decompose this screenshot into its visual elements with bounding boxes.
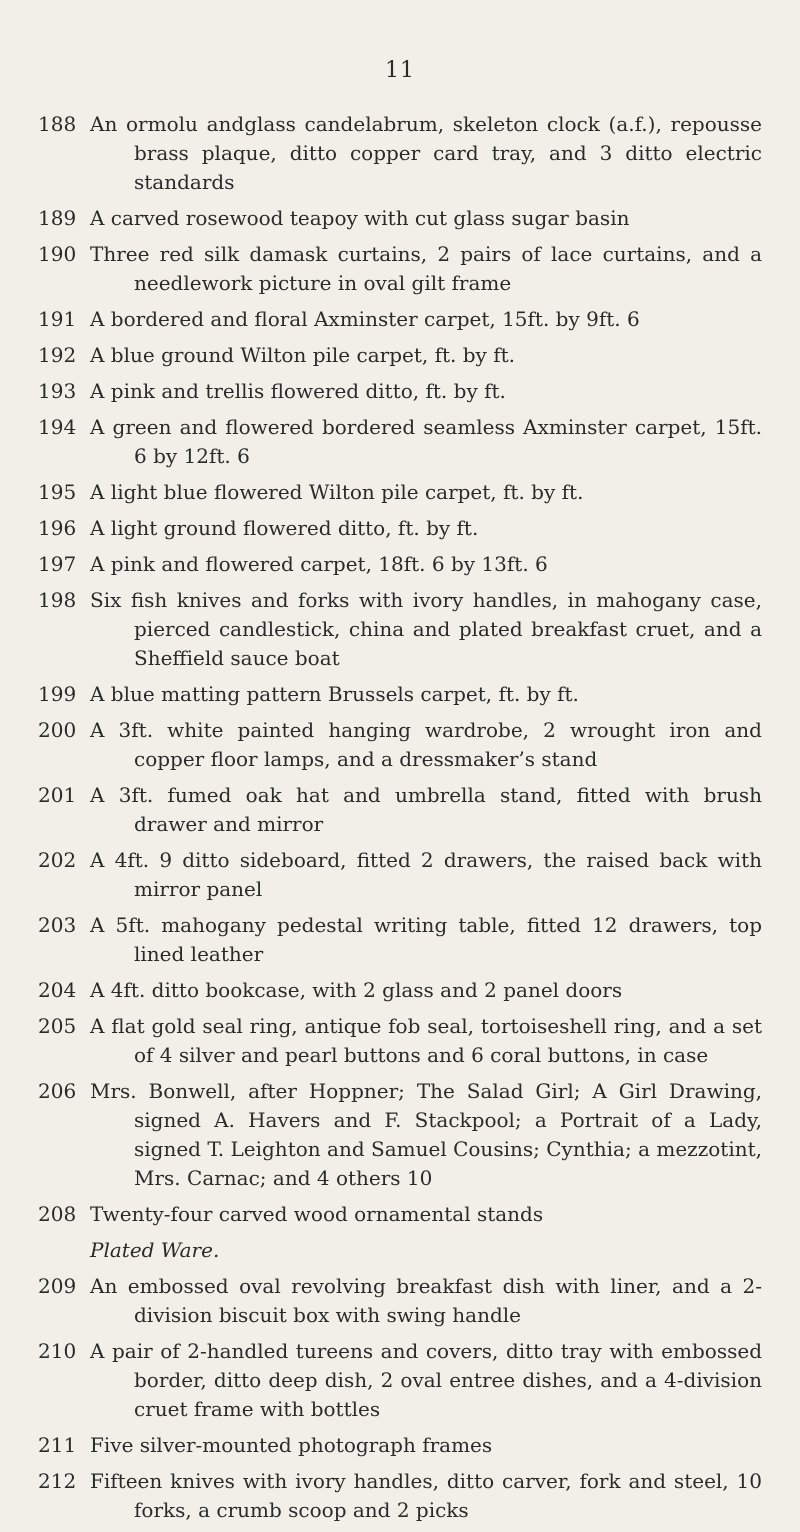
lot-item [0,716,800,774]
lot-number: 210 [38,1339,77,1363]
lot-number: 189 [38,206,77,230]
lot-number: 195 [38,480,77,504]
lot-number: 203 [38,913,77,937]
lot-description: Fifteen knives with ivory handles, ditto carver, fork and steel, 10 forks, a crumb scoop and 2 picks [90,1469,762,1522]
lot-item [0,240,800,298]
lot-number: 197 [38,552,77,576]
lot-description: A pair of 2-handled tureens and covers, ditto tray with embossed border, ditto deep dish, 2 oval entree dishes, and a 4-division cruet frame with bottles [90,1339,762,1421]
lot-description: Mrs. Bonwell, after Hoppner; The Salad Girl; A Girl Drawing, signed A. Havers and F. Stackpool; a Portrait of a Lady, signed T. Leighton and Samuel Cousins; Cynthia; a mezzotint, Mrs. Carnac; and 4 others 10 [90,1079,762,1190]
lot-item [0,586,800,673]
lot-description: A blue matting pattern Brussels carpet, ft. by ft. [90,682,579,706]
lot-number: 191 [38,307,77,331]
lot-item [0,305,800,334]
lot-description: A pink and trellis flowered ditto, ft. by ft. [90,379,506,403]
lot-description: A bordered and floral Axminster carpet, 15ft. by 9ft. 6 [90,307,640,331]
lot-number: 202 [38,848,77,872]
lot-number: 188 [38,112,77,136]
lot-number: 209 [38,1274,77,1298]
lot-item [0,1337,800,1424]
lot-number: 211 [38,1433,77,1457]
page-number: 11 [385,58,415,83]
lot-description: A pink and flowered carpet, 18ft. 6 by 13ft. 6 [90,552,548,576]
lot-description: A green and flowered bordered seamless Axminster carpet, 15ft. 6 by 12ft. 6 [90,415,762,468]
lot-number: 190 [38,242,77,266]
lot-item [0,1272,800,1330]
lot-item [0,110,800,197]
lot-number: 196 [38,516,77,540]
lot-item [0,341,800,370]
lot-number: 194 [38,415,77,439]
lot-description: Three red silk damask curtains, 2 pairs of lace curtains, and a needlework picture in oval gilt frame [90,242,762,295]
lot-item [0,1200,800,1229]
lot-number: 198 [38,588,77,612]
lot-number: 204 [38,978,77,1002]
lot-number: 206 [38,1079,77,1103]
lot-item [0,514,800,543]
lot-item [0,377,800,406]
lot-number: 193 [38,379,77,403]
section-heading: Plated Ware. [90,1238,220,1262]
lot-number: 201 [38,783,77,807]
lot-item [0,204,800,233]
lot-item [0,781,800,839]
lot-item [0,911,800,969]
lot-item [0,478,800,507]
lot-item [0,550,800,579]
lot-description: A flat gold seal ring, antique fob seal, tortoiseshell ring, and a set of 4 silver and pearl buttons and 6 coral buttons, in case [90,1014,762,1067]
lot-item [0,846,800,904]
lot-list [0,110,800,1532]
lot-number: 208 [38,1202,77,1226]
lot-number: 205 [38,1014,77,1038]
lot-description: A 4ft. ditto bookcase, with 2 glass and 2 panel doors [90,978,623,1002]
lot-description: A light ground flowered ditto, ft. by ft. [90,516,479,540]
lot-description: An ormolu andglass candelabrum, skeleton clock (a.f.), repousse brass plaque, ditto copper card tray, and 3 ditto electric standards [90,112,762,194]
lot-description: An embossed oval revolving breakfast dish with liner, and a 2-division biscuit box with swing handle [90,1274,762,1327]
lot-description: Twenty-four carved wood ornamental stands [90,1202,544,1226]
lot-description: Five silver-mounted photograph frames [90,1433,493,1457]
lot-description: A 3ft. white painted hanging wardrobe, 2 wrought iron and copper floor lamps, and a dressmaker’s stand [90,718,762,771]
lot-number: 199 [38,682,77,706]
lot-item [0,1012,800,1070]
lot-description: A blue ground Wilton pile carpet, ft. by ft. [90,343,515,367]
lot-description: A 4ft. 9 ditto sideboard, fitted 2 drawers, the raised back with mirror panel [90,848,762,901]
lot-item [0,1431,800,1460]
lot-number: 200 [38,718,77,742]
lot-item [0,1467,800,1525]
lot-item [0,413,800,471]
lot-description: A light blue flowered Wilton pile carpet, ft. by ft. [90,480,584,504]
lot-item [0,680,800,709]
lot-description: A 5ft. mahogany pedestal writing table, fitted 12 drawers, top lined leather [90,913,762,966]
lot-description: A 3ft. fumed oak hat and umbrella stand, fitted with brush drawer and mirror [90,783,762,836]
lot-description: Six fish knives and forks with ivory handles, in mahogany case, pierced candlestick, china and plated breakfast cruet, and a Sheffield sauce boat [90,588,762,670]
lot-item [0,1077,800,1193]
lot-description: A carved rosewood teapoy with cut glass sugar basin [90,206,630,230]
lot-number: 192 [38,343,77,367]
lot-number: 212 [38,1469,77,1493]
lot-item [0,976,800,1005]
